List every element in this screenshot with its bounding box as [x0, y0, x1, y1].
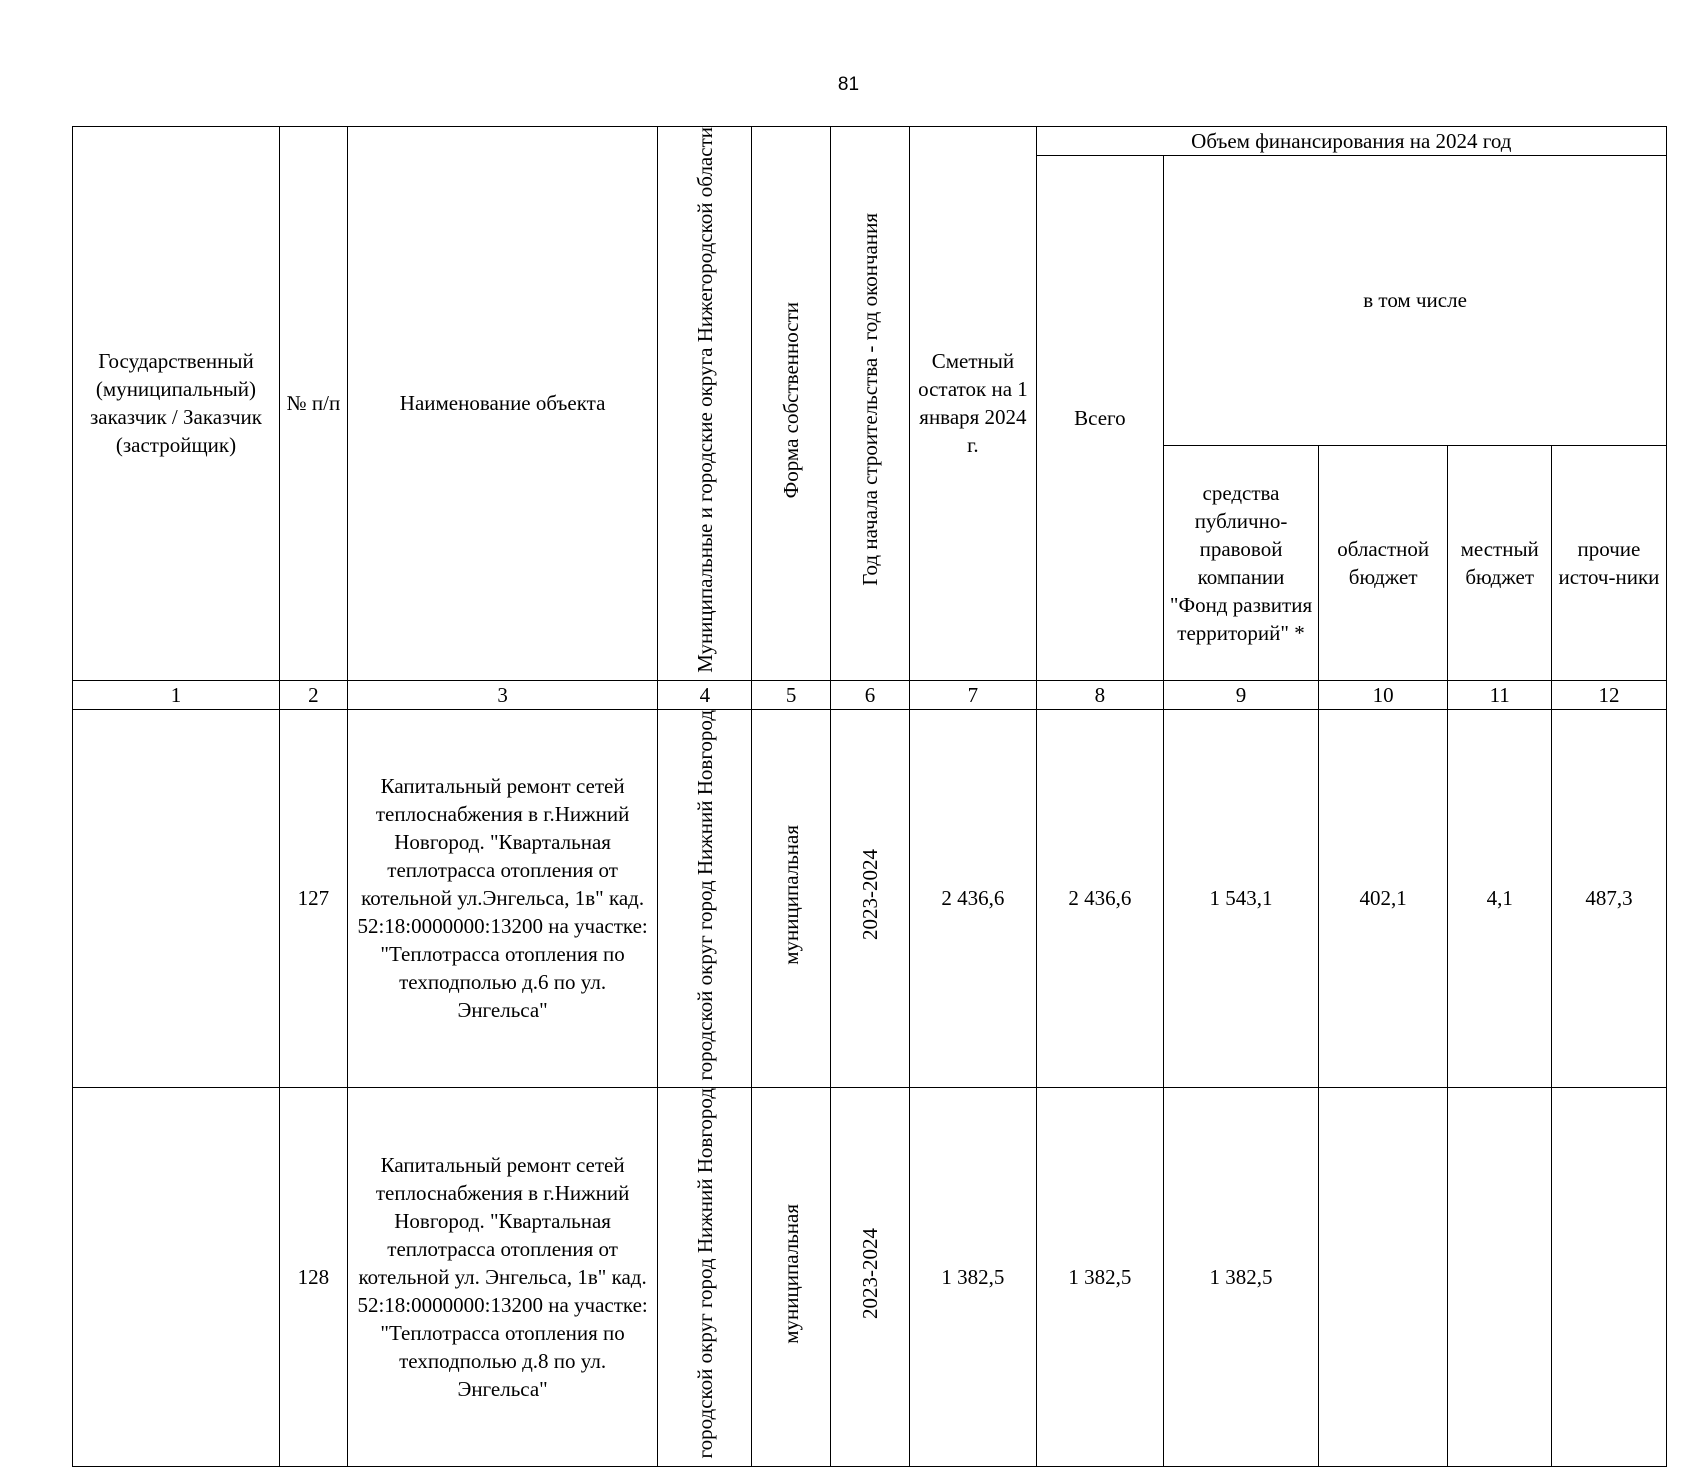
column-number: 7 [910, 680, 1036, 709]
row-years: 2023-2024 [857, 849, 882, 941]
row-total: 1 382,5 [1036, 1088, 1164, 1466]
row-number: 128 [279, 1088, 347, 1466]
row-local: 4,1 [1448, 709, 1551, 1087]
header-row-1 [73, 127, 1667, 156]
row-balance: 2 436,6 [910, 709, 1036, 1087]
table-row [73, 1088, 1667, 1466]
page-number: 81 [837, 74, 860, 95]
row-district: городской округ город Нижний Новгород [692, 1088, 717, 1459]
row-local [1448, 1088, 1551, 1466]
column-number: 5 [752, 680, 830, 709]
column-number: 1 [73, 680, 280, 709]
header-customer: Государственный (муниципальный) заказчик / Заказчик (застройщик) [73, 127, 280, 681]
column-number: 2 [279, 680, 347, 709]
column-number: 6 [830, 680, 909, 709]
column-number-row [73, 680, 1667, 709]
row-number: 127 [279, 709, 347, 1087]
row-district: городской округ город Нижний Новгород [692, 709, 717, 1081]
row-district-cell [658, 1088, 752, 1466]
row-ownership: муниципальная [779, 825, 804, 965]
header-years: Год начала строительства - год окончания [857, 213, 882, 587]
header-ownership: Форма собственности [779, 301, 804, 499]
row-fund: 1 543,1 [1164, 709, 1319, 1087]
row-ownership: муниципальная [779, 1203, 804, 1344]
header-ownership-cell [752, 127, 830, 681]
header-balance: Сметный остаток на 1 января 2024 г. [910, 127, 1036, 681]
row-other: 487,3 [1551, 709, 1666, 1087]
header-financing-group: Объем финансирования на 2024 год [1036, 127, 1666, 156]
row-fund: 1 382,5 [1164, 1088, 1319, 1466]
row-object-name: Капитальный ремонт сетей теплоснабжения в г.Нижний Новгород. "Квартальная теплотрасса отопления от котельной ул. Энгельса, 1в" кад. 52:18:0000000:13200 на участке: "Теплотрасса отопления по техподполью д.8 по ул. Энгельса" [347, 1088, 657, 1466]
header-fund: средства публично-правовой компании "Фонд развития территорий" * [1164, 445, 1319, 680]
header-total: Всего [1036, 156, 1164, 681]
header-object-name: Наименование объекта [347, 127, 657, 681]
header-local-budget: местный бюджет [1448, 445, 1551, 680]
row-object-name: Капитальный ремонт сетей теплоснабжения в г.Нижний Новгород. "Квартальная теплотрасса отопления от котельной ул.Энгельса, 1в" кад. 52:18:0000000:13200 на участке: "Теплотрасса отопления по техподполью д.6 по ул. Энгельса" [347, 709, 657, 1087]
row-years-cell [830, 709, 909, 1087]
row-customer [73, 709, 280, 1087]
row-regional: 402,1 [1318, 709, 1448, 1087]
header-other-sources: прочие источ-ники [1551, 445, 1666, 680]
row-years-cell [830, 1088, 909, 1466]
row-years: 2023-2024 [857, 1227, 882, 1319]
column-number: 9 [1164, 680, 1319, 709]
financing-table [72, 126, 1667, 1467]
header-years-cell [830, 127, 909, 681]
row-ownership-cell [752, 1088, 830, 1466]
column-number: 11 [1448, 680, 1551, 709]
row-customer [73, 1088, 280, 1466]
row-regional [1318, 1088, 1448, 1466]
header-number: № п/п [279, 127, 347, 681]
column-number: 12 [1551, 680, 1666, 709]
header-regional-budget: областной бюджет [1318, 445, 1448, 680]
column-number: 10 [1318, 680, 1448, 709]
column-number: 8 [1036, 680, 1164, 709]
column-number: 3 [347, 680, 657, 709]
table-row [73, 709, 1667, 1087]
row-total: 2 436,6 [1036, 709, 1164, 1087]
row-balance: 1 382,5 [910, 1088, 1036, 1466]
header-district-cell [658, 127, 752, 681]
header-district: Муниципальные и городские округа Нижегородской области [692, 127, 717, 673]
row-district-cell [658, 709, 752, 1087]
row-ownership-cell [752, 709, 830, 1087]
header-including: в том числе [1164, 156, 1667, 446]
column-number: 4 [658, 680, 752, 709]
row-other [1551, 1088, 1666, 1466]
